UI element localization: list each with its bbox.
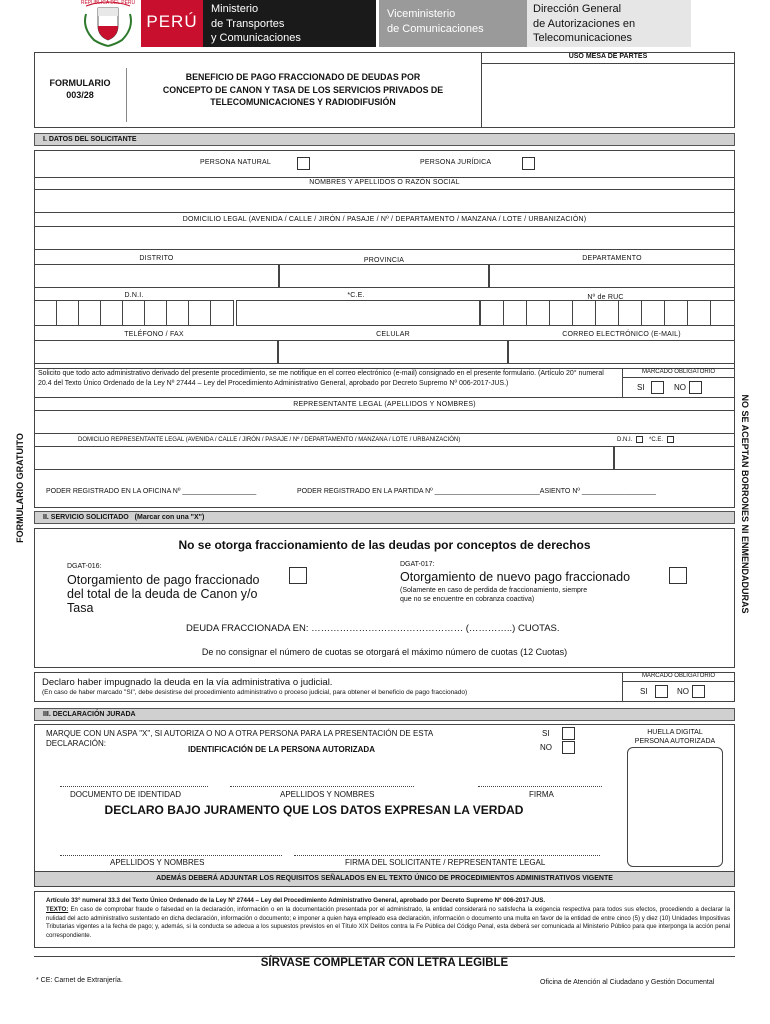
seal-caption: REPUBLICA DEL PERU: [80, 0, 136, 6]
dni-rep-label: D.N.I.: [617, 437, 633, 443]
autoriza-no-label: NO: [540, 743, 552, 752]
autoriza-si-checkbox[interactable]: [562, 727, 575, 740]
dni-label: D.N.I.: [124, 292, 144, 299]
departamento-input[interactable]: [489, 264, 735, 288]
ce-footnote: * CE: Carnet de Extranjería.: [36, 977, 123, 984]
section-3-header: III. DECLARACIÓN JURADA: [34, 708, 735, 721]
option-2-note: [400, 586, 587, 604]
nombres-label: NOMBRES Y APELLIDOS O RAZÓN SOCIAL: [309, 179, 460, 186]
vice-block: [379, 0, 527, 47]
ministry-line: de Transportes: [211, 17, 285, 30]
domicilio-rep-label: DOMICILIO REPRESENTANTE LEGAL (AVENIDA / CALLE / JIRÓN / PASAJE / Nº / DEPARTAMENTO / MANZANA / LOTE / URBANIZACIÓN): [78, 437, 461, 443]
documento-identidad-label: DOCUMENTO DE IDENTIDAD: [70, 790, 181, 799]
formulario-gratuito-text: FORMULARIO GRATUITO: [15, 433, 25, 543]
ministry-line: y Comunicaciones: [211, 32, 301, 44]
apellidos-nombres-label-2: APELLIDOS Y NOMBRES: [110, 858, 205, 867]
declaro-text: DECLARO BAJO JURAMENTO QUE LOS DATOS EXPRESAN LA VERDAD: [104, 803, 524, 817]
section-1-header: I. DATOS DEL SOLICITANTE: [34, 133, 735, 146]
autoriza-si-label: SI: [542, 729, 550, 738]
peru-block: PERÚ: [141, 0, 203, 47]
section-2-header: [34, 511, 735, 524]
ministry-line: Ministerio: [211, 3, 259, 15]
impugnado-si-label: SI: [640, 687, 648, 696]
ce-label: *C.E.: [347, 292, 365, 299]
section-2-note: (Marcar con una "X"): [134, 514, 205, 521]
impugnado-text: Declaro haber impugnado la deuda en la vía administrativa o judicial.: [42, 677, 333, 688]
texto-body: En caso de comprobar fraude o falsedad en la declaración, información o en la documentación presentada por el administrado, la entidad considerará no satisfecha la exigencia respectiva para todos sus efectos, procediendo a declarar la nulidad del acto administrativo sustentado en dicha declaración, información o documento; e imponer a quien haya empleado esa declaración, información o documento una multa en favor de la entidad de entre cinco (5) y diez (10) Unidades Impositivas Tributarias vigentes a la fecha de pago; y, además, si la conducta se adecua a los supuestos previstos en el Título XIX Delitos contra la Fe Pública del Código Penal, esta deberá ser comunicada al Ministerio Público para que interponga la acción penal correspondiente.: [46, 906, 730, 940]
huella-digital-box[interactable]: [627, 747, 723, 867]
impugnado-si-checkbox[interactable]: [655, 685, 668, 698]
representante-label: REPRESENTANTE LEGAL (APELLIDOS Y NOMBRES): [293, 401, 476, 408]
representante-input[interactable]: [34, 410, 735, 434]
direction-line: Dirección General: [533, 3, 622, 15]
deuda-fraccionada-text: DEUDA FRACCIONADA EN: ………………………………………… (…………..) CUOTAS.: [186, 623, 560, 634]
option-2-text: Otorgamiento de nuevo pago fraccionado: [400, 570, 631, 584]
option-1-checkbox[interactable]: [289, 567, 307, 584]
direction-line: Telecomunicaciones: [533, 32, 633, 44]
distrito-label: DISTRITO: [139, 255, 174, 262]
doc-rep-input[interactable]: [614, 446, 735, 470]
ademas-bar: ADEMÁS DEBERÁ ADJUNTAR LOS REQUISITOS SEÑALADOS EN EL TEXTO ÚNICO DE PROCEDIMIENTOS ADMINISTRATIVOS VIGENTE: [34, 871, 735, 887]
ce-rep-label: *C.E.: [649, 437, 664, 443]
notif-no-checkbox[interactable]: [689, 381, 702, 394]
no-consignar-text: De no consignar el número de cuotas se otorgará el máximo número de cuotas (12 Cuotas): [201, 647, 568, 657]
telefono-label: TELÉFONO / FAX: [124, 331, 184, 338]
option-1-line: del total de la deuda de Canon y/o: [67, 587, 258, 601]
texto-paragraph: [46, 906, 730, 941]
side-text-right: [735, 380, 770, 630]
marcado-obligatorio-2: MARCADO OBLIGATORIO: [641, 673, 716, 679]
vice-line: de Comunicaciones: [387, 22, 484, 35]
peru-shield-logo: [80, 0, 136, 48]
identificacion-label: IDENTIFICACIÓN DE LA PERSONA AUTORIZADA: [188, 745, 375, 754]
domicilio-label: DOMICILIO LEGAL (AVENIDA / CALLE / JIRÓN / PASAJE / Nº / DEPARTAMENTO / MANZANA / LOTE / URBANIZACIÓN): [182, 216, 587, 223]
section-2-heading: No se otorga fraccionamiento de las deudas por conceptos de derechos: [178, 538, 591, 552]
option-1-text: [67, 573, 260, 615]
huella-label: [620, 728, 730, 746]
persona-natural-checkbox[interactable]: [297, 157, 310, 170]
dni-input[interactable]: [34, 300, 234, 326]
option-1-line: Otorgamiento de pago fraccionado: [67, 573, 260, 587]
no-borrones-text: NO SE ACEPTAN BORRONES NI ENMENDADURAS: [740, 394, 750, 614]
impugnado-no-label: NO: [677, 687, 689, 696]
notif-si-checkbox[interactable]: [651, 381, 664, 394]
persona-natural-label: PERSONA NATURAL: [200, 159, 271, 166]
ce-rep-checkbox[interactable]: [667, 436, 674, 443]
ministry-block: [203, 0, 376, 47]
huella-line: PERSONA AUTORIZADA: [634, 738, 716, 745]
celular-label: CELULAR: [376, 331, 410, 338]
direction-block: [527, 0, 691, 47]
form-title: [128, 71, 478, 109]
section-2-title: II. SERVICIO SOLICITADO: [43, 514, 129, 521]
correo-input[interactable]: [508, 340, 735, 364]
formulario-label: FORMULARIO: [49, 78, 111, 88]
articulo-text: Artículo 33° numeral 33.3 del Texto Único Ordenado de la Ley Nº 27444 – Ley del Procedimiento Administrativo General, aprobado por Decreto Supremo Nº 006-2017-JUS.: [46, 897, 546, 904]
poder-oficina-label: PODER REGISTRADO EN LA OFICINA Nº ___________________: [46, 488, 257, 495]
vice-line: Viceministerio: [387, 8, 456, 20]
marque-line: DECLARACIÓN:: [46, 739, 107, 748]
dgat-017-label: DGAT-017:: [400, 561, 435, 568]
celular-input[interactable]: [278, 340, 508, 364]
option-2-checkbox[interactable]: [669, 567, 687, 584]
autoriza-no-checkbox[interactable]: [562, 741, 575, 754]
telefono-input[interactable]: [34, 340, 278, 364]
form-title-line: TELECOMUNICACIONES Y RADIODIFUSIÓN: [210, 97, 396, 107]
notif-si-label: SI: [637, 383, 645, 392]
ce-input[interactable]: [236, 300, 480, 326]
impugnado-note: (En caso de haber marcado "SI", debe desistirse del procedimiento administrativo o proceso judicial, para obtener el beneficio de pago fraccionado): [42, 689, 468, 696]
marque-line: MARQUE CON UN ASPA "X", SI AUTORIZA O NO A OTRA PERSONA PARA LA PRESENTACIÓN DE ESTA: [46, 729, 434, 738]
form-title-line: CONCEPTO DE CANON Y TASA DE LOS SERVICIOS PRIVADOS DE: [162, 84, 444, 95]
persona-juridica-label: PERSONA JURÍDICA: [420, 159, 492, 166]
marcado-obligatorio-1: MARCADO OBLIGATORIO: [641, 369, 716, 375]
correo-label: CORREO ELECTRÓNICO (E-MAIL): [562, 331, 681, 338]
firma-solicitante-label: FIRMA DEL SOLICITANTE / REPRESENTANTE LEGAL: [345, 858, 546, 867]
sirvase-bar: SÍRVASE COMPLETAR CON LETRA LEGIBLE: [34, 956, 735, 970]
direction-line: de Autorizaciones en: [533, 17, 636, 30]
persona-juridica-checkbox[interactable]: [522, 157, 535, 170]
oficina-footnote: Oficina de Atención al Ciudadano y Gestión Documental: [540, 979, 715, 986]
dgat-016-label: DGAT-016:: [67, 563, 102, 570]
distrito-input[interactable]: [34, 264, 279, 288]
nombres-input[interactable]: [34, 189, 735, 213]
provincia-label: PROVINCIA: [363, 257, 405, 264]
option-1-line: Tasa: [67, 601, 94, 615]
notif-no-label: NO: [674, 383, 686, 392]
apellidos-nombres-label: APELLIDOS Y NOMBRES: [280, 790, 375, 799]
formulario-number: 003/28: [66, 90, 94, 100]
ruc-input[interactable]: [480, 300, 735, 326]
poder-partida-label: PODER REGISTRADO EN LA PARTIDA Nº ___________________________ASIENTO Nº ___________________: [297, 488, 656, 495]
form-title-line: BENEFICIO DE PAGO FRACCIONADO DE DEUDAS POR: [185, 72, 421, 82]
domicilio-input[interactable]: [34, 226, 735, 250]
huella-line: HUELLA DIGITAL: [647, 729, 703, 736]
ruc-label: Nº de RUC: [587, 294, 624, 301]
firma-label: FIRMA: [529, 790, 554, 799]
option-2-note-line: que no se encuentre en cobranza coactiva): [400, 596, 535, 603]
domicilio-rep-input[interactable]: [34, 446, 614, 470]
notificacion-text: Solicito que todo acto administrativo derivado del presente procedimiento, se me notifique en el correo electrónico (e-mail) consignado en el presente formulario. (Artículo 20° numeral 20.4 del Texto Único Ordenado de la Ley Nº 27444 – Ley del Procedimiento Administrativo General, aprobado por Decreto Supremo Nº 006-2017-JUS.): [38, 370, 604, 387]
departamento-label: DEPARTAMENTO: [582, 255, 642, 262]
formulario-code: [36, 77, 124, 101]
impugnado-no-checkbox[interactable]: [692, 685, 705, 698]
mesa-de-partes-label: USO MESA DE PARTES: [568, 53, 648, 60]
texto-label: TEXTO:: [46, 906, 69, 913]
dni-rep-checkbox[interactable]: [636, 436, 643, 443]
provincia-input[interactable]: [279, 264, 489, 288]
option-2-note-line: (Solamente en caso de perdida de fraccionamiento, siempre: [400, 587, 588, 594]
